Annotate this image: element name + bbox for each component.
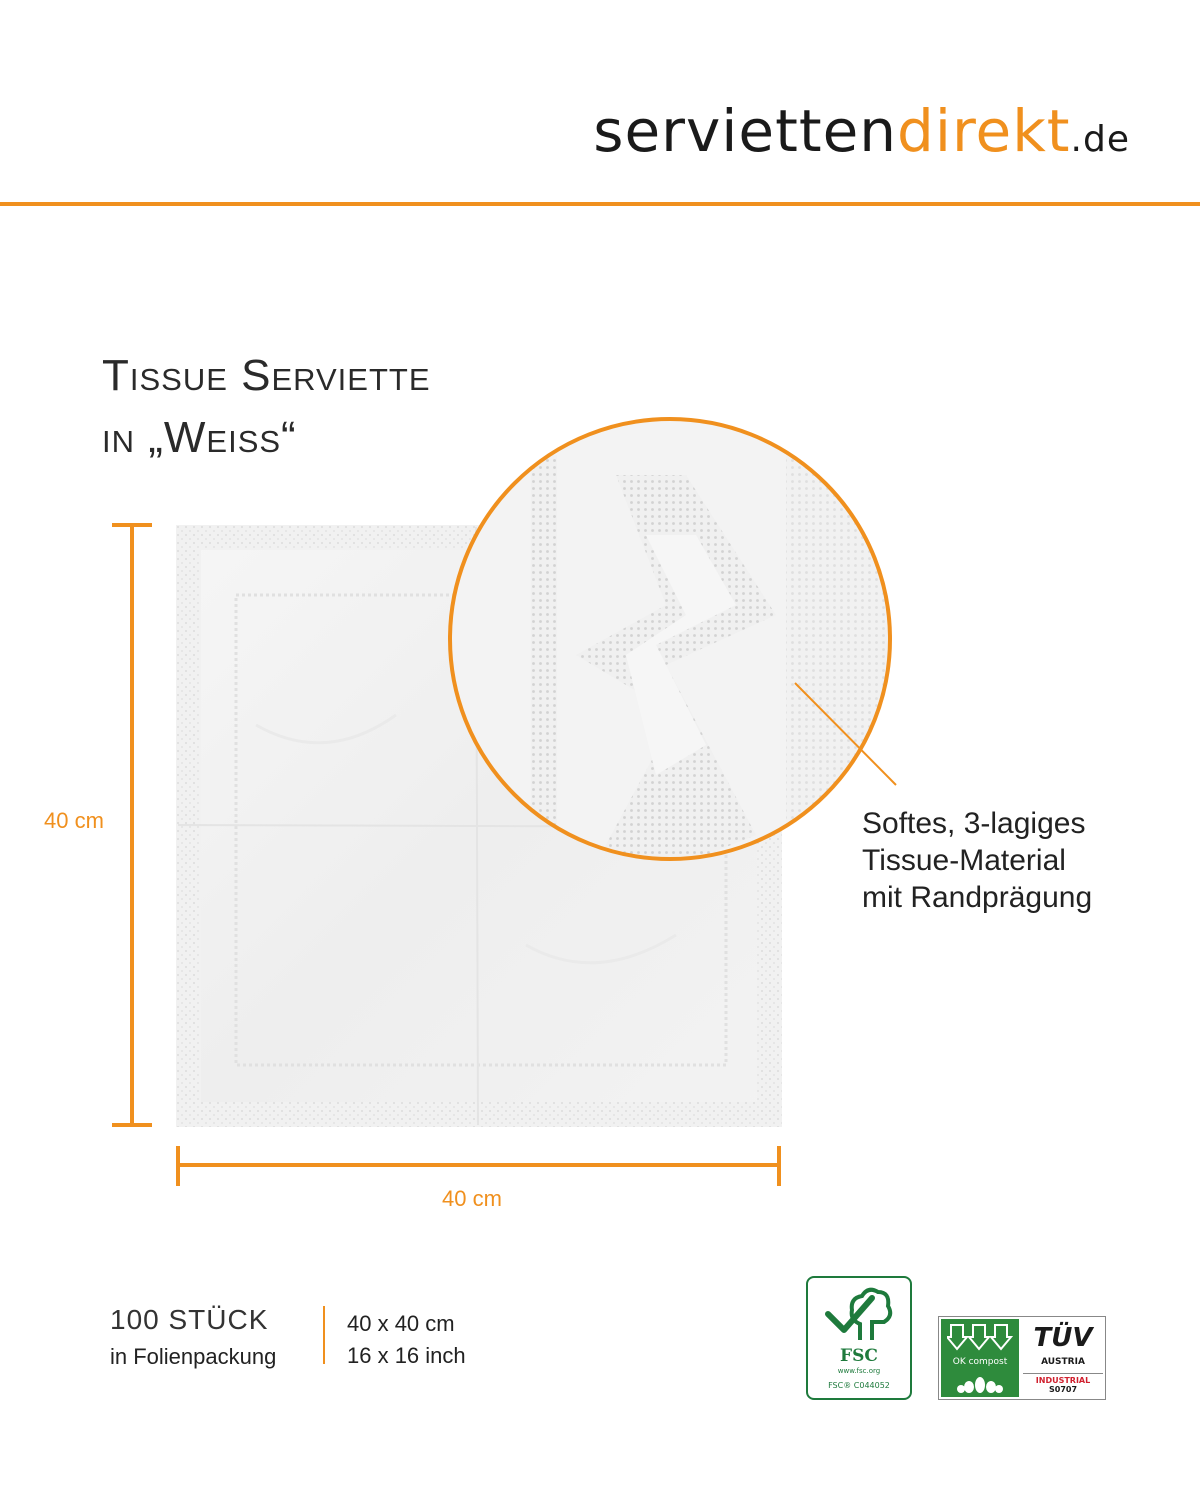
brand-tld: .de	[1070, 119, 1130, 160]
product-title-line-2: in „Weiss“	[102, 413, 297, 462]
tuv-code: S0707	[1048, 1385, 1078, 1394]
brand-part-1: servietten	[593, 97, 898, 165]
packaging-label: in Folienpackung	[110, 1344, 277, 1369]
callout-line-3: mit Randprägung	[862, 881, 1093, 914]
compost-arrows-icon	[947, 1323, 1013, 1353]
fsc-badge	[806, 1276, 912, 1400]
size-cm: 40 x 40 cm	[347, 1311, 455, 1336]
brand-part-2: direkt	[897, 97, 1071, 165]
size-block	[347, 1308, 466, 1372]
fsc-tree-icon	[822, 1284, 898, 1352]
fsc-url: www.fsc.org	[837, 1367, 881, 1375]
size-inch: 16 x 16 inch	[347, 1343, 466, 1368]
product-title-line-1: Tissue Serviette	[102, 351, 431, 400]
height-label: 40 cm	[44, 808, 104, 833]
flower-icon	[957, 1371, 1003, 1393]
quantity-block	[110, 1304, 276, 1370]
ok-compost-label: OK compost	[952, 1357, 1008, 1367]
fsc-code: FSC® C044052	[828, 1381, 890, 1390]
tuv-brand: TÜV	[1033, 1323, 1093, 1353]
callout-line-1: Softes, 3-lagiges	[862, 807, 1086, 840]
width-label: 40 cm	[442, 1186, 502, 1211]
info-separator	[323, 1306, 325, 1364]
ok-compost-panel	[941, 1319, 1019, 1397]
compost-certification-badge	[938, 1316, 1106, 1400]
quantity-label: 100 STÜCK	[110, 1304, 269, 1335]
tuv-panel	[1023, 1319, 1103, 1397]
tuv-type: INDUSTRIAL	[1023, 1373, 1103, 1385]
tuv-country: AUSTRIA	[1041, 1357, 1085, 1367]
fsc-name: FSC	[840, 1346, 878, 1366]
material-callout	[862, 805, 1092, 916]
callout-line-2: Tissue-Material	[862, 844, 1066, 877]
